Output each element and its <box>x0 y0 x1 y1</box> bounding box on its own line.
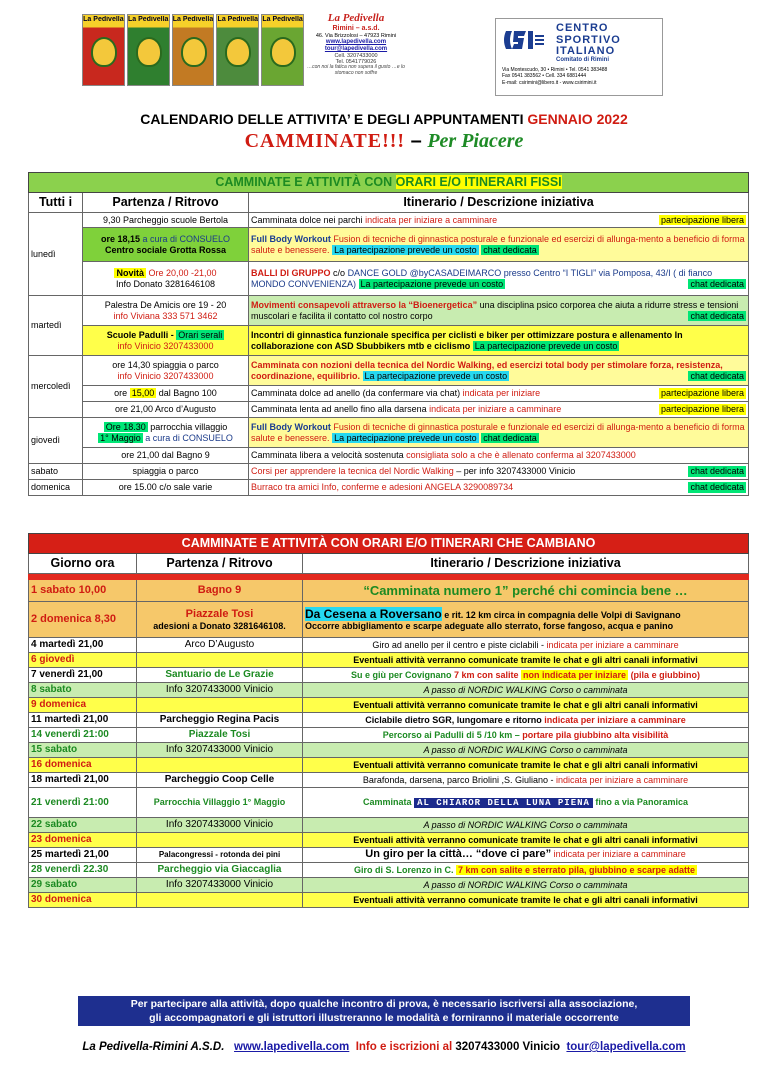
table-row <box>29 356 749 386</box>
desc-text: Corsi per apprendere la tecnica del Nordic Walking <box>251 466 454 477</box>
departure-cell: Parcheggio Regina Pacis <box>137 713 303 728</box>
shield-label: La Pedivella <box>262 16 303 23</box>
cost-badge: La partecipazione prevede un costo <box>360 278 504 289</box>
desc-title: Movimenti consapevoli attraverso la “Bioenergetica” <box>251 299 478 310</box>
description-cell <box>249 402 749 418</box>
shield-logo-1 <box>82 14 125 86</box>
dep-place: Centro sociale Grotta Rossa <box>104 244 227 255</box>
shield-label: La Pedivella <box>172 16 214 23</box>
fixed-banner-text: CAMMINATE E ATTIVITÀ CON <box>215 175 393 189</box>
dep-place: dal Bagno 100 <box>158 388 217 399</box>
desc-note: portare pila giubbino alta visibilità <box>522 729 669 740</box>
hiker-emblem-icon <box>136 37 162 67</box>
col-header-departure: Partenza / Ritrovo <box>137 554 303 574</box>
desc-warning: non indicata per iniziare <box>523 669 627 680</box>
table-row <box>29 833 749 848</box>
col-header-description: Itinerario / Descrizione iniziativa <box>249 193 749 213</box>
dep-info: info Vinicio 3207433000 <box>117 370 214 381</box>
chat-badge: chat dedicata <box>690 370 744 381</box>
description-cell <box>303 668 749 683</box>
description-cell: Eventuali attività verranno comunicate tramite le chat e gli altri canali informativi <box>303 698 749 713</box>
departure-cell: 9,30 Parcheggio scuole Bertola <box>83 213 249 228</box>
description-cell <box>303 728 749 743</box>
departure-cell <box>137 602 303 638</box>
day-cell-sabato: sabato <box>29 464 83 480</box>
shield-label: La Pedivella <box>127 16 169 23</box>
shield-logo-5 <box>261 14 304 86</box>
desc-destination: fino a via Panoramica <box>595 796 688 807</box>
desc-note: indicata per iniziare a camminare <box>546 639 679 650</box>
description-cell <box>249 228 749 262</box>
desc-note: indicata per iniziare <box>462 388 541 399</box>
table-row <box>29 326 749 356</box>
desc-text: Camminata con nozioni della tecnica del Nordic Walking, ed esercizi total body per stimolare forza, resistenza, coordinazione, equilibrio. <box>251 359 723 381</box>
day-cell: 7 venerdì 21,00 <box>29 668 137 683</box>
desc-prep: c/o <box>333 267 346 278</box>
footer-info-label: Info e iscrizioni al <box>355 1041 453 1053</box>
dep-time: Ore 18.30 <box>105 421 146 432</box>
departure-cell: Parcheggio via Giaccaglia <box>137 863 303 878</box>
departure-cell: Parcheggio Coop Celle <box>137 773 303 788</box>
day-cell: 15 sabato <box>29 743 137 758</box>
participation-badge: partecipazione libera <box>660 388 744 399</box>
table-row <box>29 448 749 464</box>
full-moon-badge: AL CHIAROR DELLA LUNA PIENA <box>414 798 593 808</box>
csi-info-1: Via Montescudo, 30 • Rimini • Tel. 0541 383488 <box>502 67 608 73</box>
description-cell: “Camminata numero 1” perché chi comincia bene … <box>303 580 749 602</box>
page-subtitle <box>0 130 768 153</box>
table-row <box>29 683 749 698</box>
dep-instructor: a cura di CONSUELO <box>145 432 233 443</box>
departure-cell: ore 21,00 Arco d’Augusto <box>83 402 249 418</box>
desc-text: Su e giù per Covignano <box>350 669 452 680</box>
col-header-day: Giorno ora <box>29 554 137 574</box>
departure-cell <box>83 262 249 296</box>
col-header-departure: Partenza / Ritrovo <box>83 193 249 213</box>
table-row <box>29 698 749 713</box>
departure-cell <box>83 418 249 448</box>
dep-instructor: a cura di CONSUELO <box>142 233 231 244</box>
nordic-emblem-icon <box>181 37 207 67</box>
table-row <box>29 653 749 668</box>
shield-logo-4 <box>216 14 259 86</box>
departure-cell: Info 3207433000 Vinicio <box>137 683 303 698</box>
membership-note <box>78 996 690 1026</box>
description-cell <box>303 713 749 728</box>
description-cell <box>249 464 749 480</box>
day-cell: 30 domenica <box>29 893 137 908</box>
desc-text: DANCE GOLD @byCASADEIMARCO presso Centro “I TIGLI” via Pomposa, 43/I ( di fianco MONDO CONVENIENZA) <box>251 267 713 289</box>
day-cell: 11 martedì 21,00 <box>29 713 137 728</box>
chat-badge: chat dedicata <box>483 244 537 255</box>
club-address: 46. Via Brizzolosi – 47923 Rimini <box>315 32 397 39</box>
desc-title: Full Body Workout <box>251 421 331 432</box>
participation-badge: partecipazione libera <box>660 214 744 225</box>
description-cell: Eventuali attività verranno comunicate tramite le chat e gli altri canali informativi <box>303 893 749 908</box>
csi-line-3: ITALIANO <box>556 45 616 58</box>
table-row <box>29 480 749 496</box>
description-cell: Eventuali attività verranno comunicate tramite le chat e gli altri canali informativi <box>303 653 749 668</box>
table-row <box>29 602 749 638</box>
day-cell: 23 domenica <box>29 833 137 848</box>
dep-place: Piazzale Tosi <box>185 607 254 620</box>
departure-cell: Info 3207433000 Vinicio <box>137 878 303 893</box>
day-cell: 4 martedì 21,00 <box>29 638 137 653</box>
description-cell <box>249 480 749 496</box>
club-name: La Pedivella <box>327 12 385 24</box>
description-cell: A passo di NORDIC WALKING Corso o camminata <box>303 743 749 758</box>
chat-badge: chat dedicata <box>483 432 537 443</box>
table-row <box>29 464 749 480</box>
description-cell: Eventuali attività verranno comunicate tramite le chat e gli altri canali informativi <box>303 833 749 848</box>
desc-text: Un giro per la città… “dove ci pare” <box>365 848 552 861</box>
desc-text: Camminata lenta ad anello fino alla darsena <box>251 404 427 415</box>
dep-time: Ore 20,00 -21,00 <box>148 267 217 278</box>
dep-info: Info Donato 3281646108 <box>115 278 216 289</box>
desc-note: indicata per iniziare a camminare <box>429 404 562 415</box>
table-row <box>29 773 749 788</box>
departure-cell <box>137 698 303 713</box>
dep-evening: Orari serali <box>178 329 223 340</box>
shield-logo-2 <box>127 14 170 86</box>
page-title <box>0 111 768 127</box>
table-row <box>29 228 749 262</box>
dep-place: Scuole Padulli - <box>106 329 174 340</box>
fitness-emblem-icon <box>270 37 296 67</box>
table-row <box>29 402 749 418</box>
day-cell: 14 venerdì 21:00 <box>29 728 137 743</box>
col-header-description: Itinerario / Descrizione iniziativa <box>303 554 749 574</box>
club-logos <box>82 14 304 86</box>
description-cell: A passo di NORDIC WALKING Corso o camminata <box>303 818 749 833</box>
departure-cell: ore 21,00 dal Bagno 9 <box>83 448 249 464</box>
club-motto: …con noi la fatica non supera il gusto …e lo stomaco non soffre <box>307 64 405 77</box>
dep-place-2: 1° Maggio <box>100 432 141 443</box>
day-cell-giovedi: giovedì <box>29 418 83 464</box>
desc-text: Fusion di tecniche di ginnastica posturale e funzionale ed esercizi di allunga-mento a beneficio di forma salute e benessere. <box>251 233 745 255</box>
description-cell <box>249 213 749 228</box>
cost-badge: La partecipazione prevede un costo <box>334 432 477 443</box>
day-cell: 22 sabato <box>29 818 137 833</box>
table-row <box>29 296 749 326</box>
departure-cell: spiaggia o parco <box>83 464 249 480</box>
desc-text: una disciplina psico corporea che aiuta a ridurre stress e tensioni muscolari e facilita il contatto col nostro corpo <box>251 299 739 321</box>
departure-cell <box>137 893 303 908</box>
desc-text: Incontri di ginnastica funzionale specifica per ciclisti e biker per ottimizzare postura e allenamento In collaborazione con ASD Sbubbikers mtb e ciclismo <box>251 329 683 351</box>
mountain-emblem-icon <box>225 37 251 67</box>
table-row <box>29 893 749 908</box>
desc-text: Camminata <box>363 796 412 807</box>
club-cell: Cell. 3207433000 <box>334 52 378 59</box>
table-row <box>29 848 749 863</box>
desc-info: – per info 3207433000 Vinicio <box>456 466 576 477</box>
desc-equipment: (pila e giubbino) <box>630 669 701 680</box>
description-cell <box>303 773 749 788</box>
desc-text: Camminata dolce nei parchi <box>251 214 363 225</box>
desc-note: 7 km con salite e sterrato pila, giubbino e scarpe adatte <box>457 864 696 875</box>
desc-text: Giro ad anello per il centro e piste ciclabili - <box>372 639 545 650</box>
departure-cell <box>83 356 249 386</box>
dep-info: adesioni a Donato 3281646108. <box>153 620 286 631</box>
day-cell: 25 martedì 21,00 <box>29 848 137 863</box>
description-cell: Eventuali attività verranno comunicate tramite le chat e gli altri canali informativi <box>303 758 749 773</box>
club-tel: Tel. 0541779026 <box>335 59 377 66</box>
day-cell: 16 domenica <box>29 758 137 773</box>
table-row <box>29 668 749 683</box>
chat-badge: chat dedicata <box>690 310 744 321</box>
departure-cell: Palacongressi - rotonda dei pini <box>137 848 303 863</box>
header <box>0 0 768 100</box>
table-row <box>29 262 749 296</box>
day-cell-martedi: martedì <box>29 296 83 356</box>
table-row <box>29 758 749 773</box>
description-cell <box>249 386 749 402</box>
day-cell: 9 domenica <box>29 698 137 713</box>
desc-text: Ciclabile dietro SGR, lungomare e ritorno <box>365 714 542 725</box>
departure-cell <box>83 326 249 356</box>
departure-cell: Bagno 9 <box>137 580 303 602</box>
description-cell <box>249 326 749 356</box>
table-row <box>29 580 749 602</box>
variable-schedule-table <box>28 533 749 908</box>
desc-note: indicata per iniziare a camminare <box>365 214 498 225</box>
footer-club: La Pedivella-Rimini A.S.D. <box>82 1041 225 1053</box>
dep-time: 15,00 <box>131 388 155 399</box>
note-line-1: Per partecipare alla attività, dopo qualche incontro di prova, è necessario iscriversi alla associazione, <box>130 998 638 1010</box>
desc-text: Fusion di tecniche di ginnastica posturale e funzionale ed esercizi di allunga-mento a beneficio di forma salute e benessere. <box>251 421 745 443</box>
footer-mail-link[interactable]: tour@lapedivella.com <box>566 1041 686 1053</box>
dep-label: ore <box>114 388 128 399</box>
desc-title: BALLI DI GRUPPO <box>251 267 331 278</box>
day-cell: 28 venerdì 22.30 <box>29 863 137 878</box>
participation-badge: partecipazione libera <box>660 404 744 415</box>
departure-cell: Info 3207433000 Vinicio <box>137 743 303 758</box>
desc-note: 7 km con salite <box>453 669 519 680</box>
description-cell <box>249 296 749 326</box>
dep-time: ore 18,15 <box>100 233 140 244</box>
table-row <box>29 878 749 893</box>
note-line-2: gli accompagnatori e gli istruttori illustreranno le modalità e forniranno il materiale occorrente <box>149 1012 619 1025</box>
dep-place: Palestra De Amicis ore 19 - 20 <box>104 299 227 310</box>
footer-web-link[interactable]: www.lapedivella.com <box>234 1041 350 1053</box>
desc-title: Da Cesena a Roversano <box>305 606 442 621</box>
cost-badge: La partecipazione prevede un costo <box>474 340 618 351</box>
col-header-day: Tutti i <box>29 193 83 213</box>
csi-line-1: CENTRO <box>556 22 609 34</box>
csi-info-3: E-mail: csirimini@libero.it - www.csirimini.it <box>502 79 597 86</box>
desc-text: Barafonda, darsena, parco Briolini ,S. Giuliano - <box>362 774 554 785</box>
desc-text: Camminata dolce ad anello (da confermare via chat) <box>251 388 461 399</box>
subtitle-part-2: Per Piacere <box>427 130 524 152</box>
bike-emblem-icon <box>91 37 117 67</box>
departure-cell: Arco D’Augusto <box>137 638 303 653</box>
description-cell <box>249 448 749 464</box>
description-cell <box>303 788 749 818</box>
description-cell <box>303 638 749 653</box>
shield-label: La Pedivella <box>217 16 259 23</box>
desc-title: Full Body Workout <box>251 233 331 244</box>
departure-cell <box>137 653 303 668</box>
subtitle-dash: – <box>410 130 422 152</box>
dep-new-badge: Novità <box>116 267 144 278</box>
variable-banner: CAMMINATE E ATTIVITÀ CON ORARI E/O ITINERARI CHE CAMBIANO <box>29 534 749 554</box>
departure-cell: Piazzale Tosi <box>137 728 303 743</box>
desc-note: consigliata solo a che è allenato conferma al 3207433000 <box>406 450 636 461</box>
table-row <box>29 213 749 228</box>
shield-label: La Pedivella <box>83 16 124 23</box>
title-text: CALENDARIO DELLE ATTIVITA’ E DEGLI APPUNTAMENTI <box>140 111 524 127</box>
departure-cell: Santuario de Le Grazie <box>137 668 303 683</box>
csi-title <box>556 23 621 58</box>
desc-title: Burraco tra amici <box>251 482 320 493</box>
description-cell <box>303 602 749 638</box>
description-cell <box>249 418 749 448</box>
chat-badge: chat dedicata <box>690 466 744 477</box>
day-cell: 6 giovedì <box>29 653 137 668</box>
cost-badge: La partecipazione prevede un costo <box>334 244 477 255</box>
day-cell: 8 sabato <box>29 683 137 698</box>
shield-logo-3 <box>172 14 215 86</box>
club-web-link[interactable]: www.lapedivella.com <box>325 39 387 45</box>
departure-cell <box>137 833 303 848</box>
csi-line-2: SPORTIVO <box>556 33 621 46</box>
table-row <box>29 638 749 653</box>
dep-info: info Viviana 333 571 3462 <box>113 310 218 321</box>
departure-cell <box>83 386 249 402</box>
desc-note: indicata per iniziare a camminare <box>556 774 689 785</box>
table-row <box>29 418 749 448</box>
club-contact <box>306 12 406 77</box>
description-cell <box>303 863 749 878</box>
table-row <box>29 788 749 818</box>
club-mail-link[interactable]: tour@lapedivella.com <box>324 45 388 52</box>
departure-cell: Info 3207433000 Vinicio <box>137 818 303 833</box>
csi-info-2: Fax 0541 383562 • Cell. 334 6881444 <box>502 73 587 80</box>
dep-place: ore 14,30 spiaggia o parco <box>112 359 219 370</box>
day-cell: 29 sabato <box>29 878 137 893</box>
departure-cell <box>83 228 249 262</box>
day-cell-domenica: domenica <box>29 480 83 496</box>
desc-info: Info, conferme e adesioni ANGELA 3290089734 <box>321 482 514 493</box>
table-row <box>29 863 749 878</box>
desc-note: indicata per iniziare a camminare <box>553 849 686 860</box>
day-cell: 2 domenica 8,30 <box>29 602 137 638</box>
csi-comitato: Comitato di Rimini <box>556 57 609 63</box>
csi-contact <box>502 67 607 86</box>
desc-text: Percorso ai Padulli di 5 /10 km – <box>382 729 520 740</box>
departure-cell: Parrocchia Villaggio 1° Maggio <box>137 788 303 818</box>
fixed-schedule-table <box>28 172 749 496</box>
description-cell <box>249 262 749 296</box>
fixed-banner-highlight: ORARI E/O ITINERARI FISSI <box>395 175 562 189</box>
desc-text: e rit. 12 km circa in compagnia delle Volpi di Savignano <box>444 609 681 620</box>
departure-cell <box>83 296 249 326</box>
chat-badge: chat dedicata <box>690 482 744 493</box>
table-row <box>29 743 749 758</box>
description-cell <box>249 356 749 386</box>
day-cell: 21 venerdì 21:00 <box>29 788 137 818</box>
day-cell: 1 sabato 10,00 <box>29 580 137 602</box>
description-cell <box>303 848 749 863</box>
departure-cell <box>137 758 303 773</box>
csi-logo-box <box>495 18 663 96</box>
dep-place: parrocchia villaggio <box>150 421 228 432</box>
desc-note: Occorre abbigliamento e scarpe adeguate allo sterrato, forse fangoso, acqua e panino <box>305 621 674 632</box>
day-cell-lunedi: lunedì <box>29 213 83 296</box>
cost-badge: La partecipazione prevede un costo <box>364 370 508 381</box>
table-row <box>29 728 749 743</box>
description-cell: A passo di NORDIC WALKING Corso o camminata <box>303 683 749 698</box>
chat-badge: chat dedicata <box>690 278 744 289</box>
dep-info: info Vinicio 3207433000 <box>117 340 214 351</box>
footer-phone: 3207433000 Vinicio <box>455 1041 561 1053</box>
desc-note: indicata per iniziare a camminare <box>544 714 686 725</box>
table-row <box>29 386 749 402</box>
day-cell: 18 martedì 21,00 <box>29 773 137 788</box>
table-row <box>29 713 749 728</box>
subtitle-part-1: CAMMINATE!!! <box>244 130 406 152</box>
csi-mark-icon <box>502 25 546 55</box>
footer-signature <box>0 1041 768 1053</box>
departure-cell: ore 15.00 c/o sale varie <box>83 480 249 496</box>
fixed-banner <box>29 173 749 193</box>
desc-text: Camminata libera a velocità sostenuta <box>251 450 404 461</box>
table-row <box>29 818 749 833</box>
club-sub: Rimini – a.s.d. <box>332 24 380 32</box>
title-month: GENNAIO 2022 <box>527 111 628 127</box>
description-cell: A passo di NORDIC WALKING Corso o camminata <box>303 878 749 893</box>
desc-text: Giro di S. Lorenzo in C. <box>353 864 454 875</box>
day-cell-mercoledi: mercoledì <box>29 356 83 418</box>
